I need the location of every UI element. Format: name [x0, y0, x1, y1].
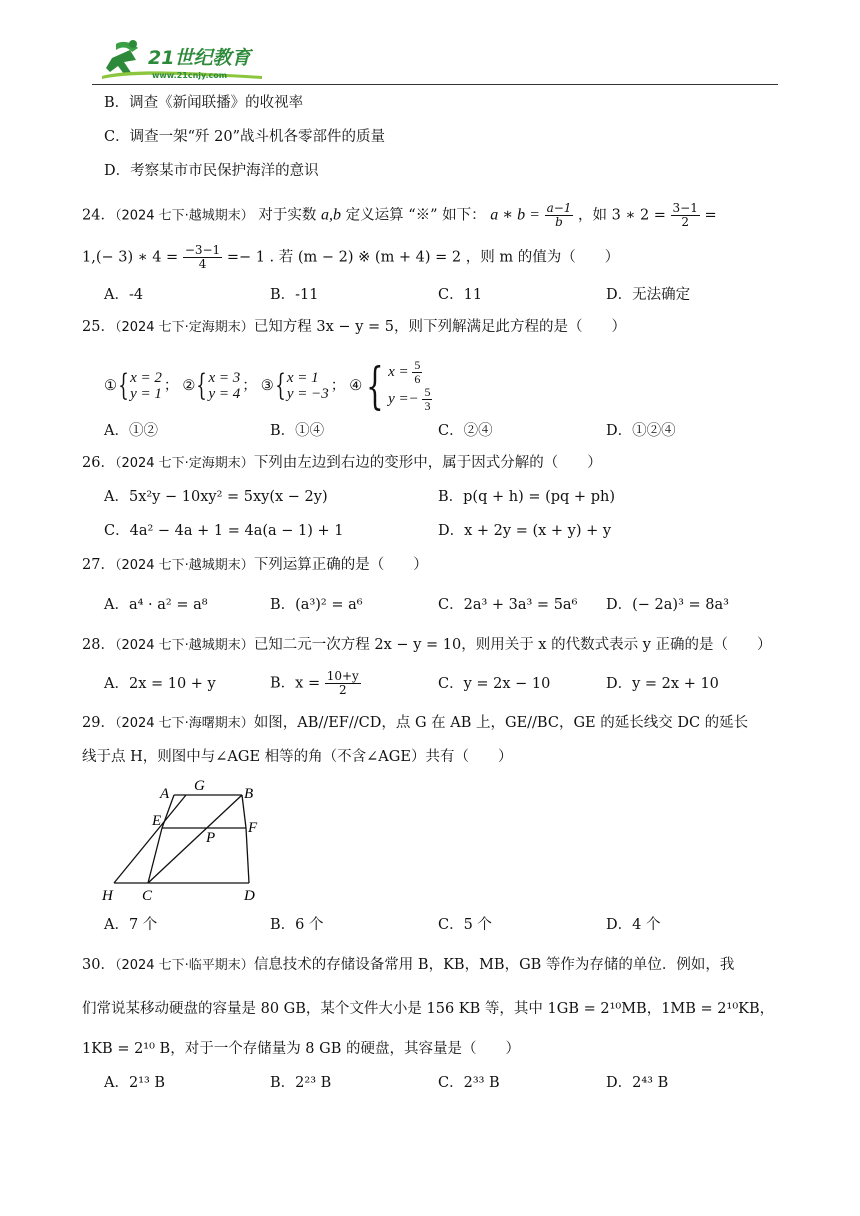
q25-system3-label: ③	[260, 378, 274, 394]
separator: ；	[242, 378, 257, 394]
q29-geometry-figure	[96, 780, 266, 908]
q24-stem-line2	[82, 244, 619, 271]
q30-option-b: B．2²³ B	[270, 1075, 332, 1091]
q24-number: 24．	[82, 207, 115, 224]
separator: ；	[330, 378, 346, 394]
q24-line2-b: =− 1 . 若 (m − 2) ※ (m + 4) = 2 ，则 m 的值为（ ）	[226, 249, 620, 266]
q26-option-d: D．x + 2y = (x + y) + y	[438, 523, 612, 539]
q27-option-d: D．(− 2a)³ = 8a³	[606, 597, 729, 613]
q26-option-a: A．5x²y − 10xy² = 5xy(x − 2y)	[104, 489, 328, 505]
q24-text-1: 对于实数	[253, 207, 322, 224]
q25-text: 已知方程 3x − y = 5，则下列解满足此方程的是（ ）	[253, 319, 626, 335]
q25-system4-label: ④	[349, 378, 363, 394]
q23-option-d: D．考察某市市民保护海洋的意识	[104, 163, 319, 179]
q29-stem-line1	[82, 714, 748, 733]
q25-option-a: A．①②	[104, 423, 158, 439]
q29-source: （2024 七下·海曙期末）	[114, 716, 254, 731]
q25-system1: { x = 2 y = 1	[118, 368, 162, 403]
q24-example2-fraction: $\frac{-3-1}{4}$	[184, 243, 221, 271]
label-h: H	[102, 888, 113, 904]
q27-text: 下列运算正确的是（ ）	[253, 557, 428, 573]
q28-option-d: D．y = 2x + 10	[606, 676, 719, 692]
q27-option-b: B．(a³)² = a⁶	[270, 597, 363, 613]
label-d: D	[244, 888, 255, 904]
q24-stem-line1	[82, 202, 717, 229]
q24-vars: a,b	[321, 206, 342, 224]
q24-def-fraction: $\frac{a-1}{b}$	[546, 201, 572, 229]
q30-option-a: A．2¹³ B	[104, 1075, 166, 1091]
q27-number: 27．	[82, 557, 115, 573]
q27-stem	[82, 556, 428, 575]
label-c: C	[142, 888, 153, 904]
q28-stem	[82, 636, 772, 655]
header-divider	[92, 84, 778, 85]
q25-stem	[82, 318, 626, 337]
q27-source: （2024 七下·越城期末）	[114, 558, 254, 573]
q24-example-lhs: ，如 3 ∗ 2 =	[578, 207, 666, 224]
q25-system2-label: ②	[182, 378, 196, 394]
label-e: E	[152, 813, 162, 829]
q24-equals: =	[704, 207, 717, 224]
logo-url: www.21cnjy.com	[152, 71, 228, 80]
q29-option-c: C．5 个	[438, 917, 492, 933]
q28-option-b: B．x = $\frac{10+y}{2}$	[270, 669, 359, 697]
q24-option-c: C．11	[438, 287, 483, 303]
q30-option-d: D．2⁴³ B	[606, 1075, 669, 1091]
q25-system4: { x = $\frac{5}{6}$ y =− $\frac{5}{3}$	[366, 357, 431, 415]
q24-line2-a: 1,(− 3) ∗ 4 =	[82, 249, 179, 266]
label-f: F	[248, 820, 258, 836]
q29-stem-line2: 线于点 H，则图中与∠AGE 相等的角（不含∠AGE）共有（ ）	[82, 749, 513, 765]
q28-option-a: A．2x = 10 + y	[104, 676, 216, 692]
q26-option-b: B．p(q + h) = (pq + ph)	[438, 489, 615, 505]
q25-system1-label: ①	[104, 378, 117, 394]
q29-text-1: 如图，AB//EF//CD，点 G 在 AB 上，GE//BC，GE 的延长线交 DC 的延长	[253, 715, 749, 731]
q25-system3: { x = 1 y = −3	[275, 368, 329, 403]
q29-number: 29．	[82, 715, 115, 731]
q30-stem-line3: 1KB = 2¹⁰ B，对于一个存储量为 8 GB 的硬盘，其容量是（ ）	[82, 1041, 520, 1057]
q25-source: （2024 七下·定海期末）	[114, 320, 254, 335]
q29-option-d: D．4 个	[606, 917, 661, 933]
label-a: A	[160, 786, 170, 802]
q25-option-b: B．①④	[270, 423, 325, 439]
q30-number: 30．	[82, 957, 115, 973]
q30-stem-line1	[82, 956, 734, 975]
q24-def-lhs: a ∗ b =	[490, 206, 540, 224]
q30-stem-line2: 们常说某移动硬盘的容量是 80 GB，某个文件大小是 156 KB 等，其中 1GB = 2¹⁰MB，1MB = 2¹⁰KB，	[82, 1001, 775, 1017]
q24-text-2: 定义运算 “※” 如下：	[341, 207, 486, 224]
q24-example-fraction: $\frac{3-1}{2}$	[672, 201, 698, 229]
separator: ；	[163, 378, 179, 394]
label-g: G	[194, 780, 205, 794]
q25-systems	[104, 358, 434, 414]
q26-stem	[82, 454, 602, 473]
q24-option-b: B．-11	[270, 287, 319, 303]
logo-text: 21世纪教育	[148, 47, 251, 69]
q28-text: 已知二元一次方程 2x − y = 10，则用关于 x 的代数式表示 y 正确的是（ ）	[253, 637, 772, 653]
q29-option-a: A．7 个	[104, 917, 158, 933]
q26-text: 下列由左边到右边的变形中，属于因式分解的（ ）	[253, 455, 602, 471]
q24-option-a: A．-4	[104, 287, 144, 303]
q28-number: 28．	[82, 637, 115, 653]
label-p: P	[206, 830, 216, 846]
q30-text-1: 信息技术的存储设备常用 B，KB，MB，GB 等作为存储的单位．例如，我	[253, 957, 735, 973]
site-logo	[102, 38, 272, 84]
q27-option-a: A．a⁴ · a² = a⁸	[104, 597, 208, 613]
q23-option-c: C．调查一架“歼 20”战斗机各零部件的质量	[104, 129, 385, 145]
q30-source: （2024 七下·临平期末）	[114, 958, 254, 973]
q28-option-c: C．y = 2x − 10	[438, 676, 551, 692]
q30-option-c: C．2³³ B	[438, 1075, 500, 1091]
q25-number: 25．	[82, 319, 115, 335]
q27-option-c: C．2a³ + 3a³ = 5a⁶	[438, 597, 578, 613]
q24-source: （2024 七下·越城期末）	[114, 208, 254, 224]
q25-option-c: C．②④	[438, 423, 493, 439]
q26-source: （2024 七下·定海期末）	[114, 456, 254, 471]
q25-option-d: D．①②④	[606, 423, 676, 439]
q24-option-d: D．无法确定	[606, 287, 691, 303]
q26-option-c: C．4a² − 4a + 1 = 4a(a − 1) + 1	[104, 523, 344, 539]
q25-system2: { x = 3 y = 4	[196, 368, 241, 403]
q23-option-b: B．调查《新闻联播》的收视率	[104, 95, 304, 111]
q29-option-b: B．6 个	[270, 917, 324, 933]
q26-number: 26．	[82, 455, 115, 471]
label-b: B	[244, 786, 254, 802]
q28-source: （2024 七下·越城期末）	[114, 638, 254, 653]
